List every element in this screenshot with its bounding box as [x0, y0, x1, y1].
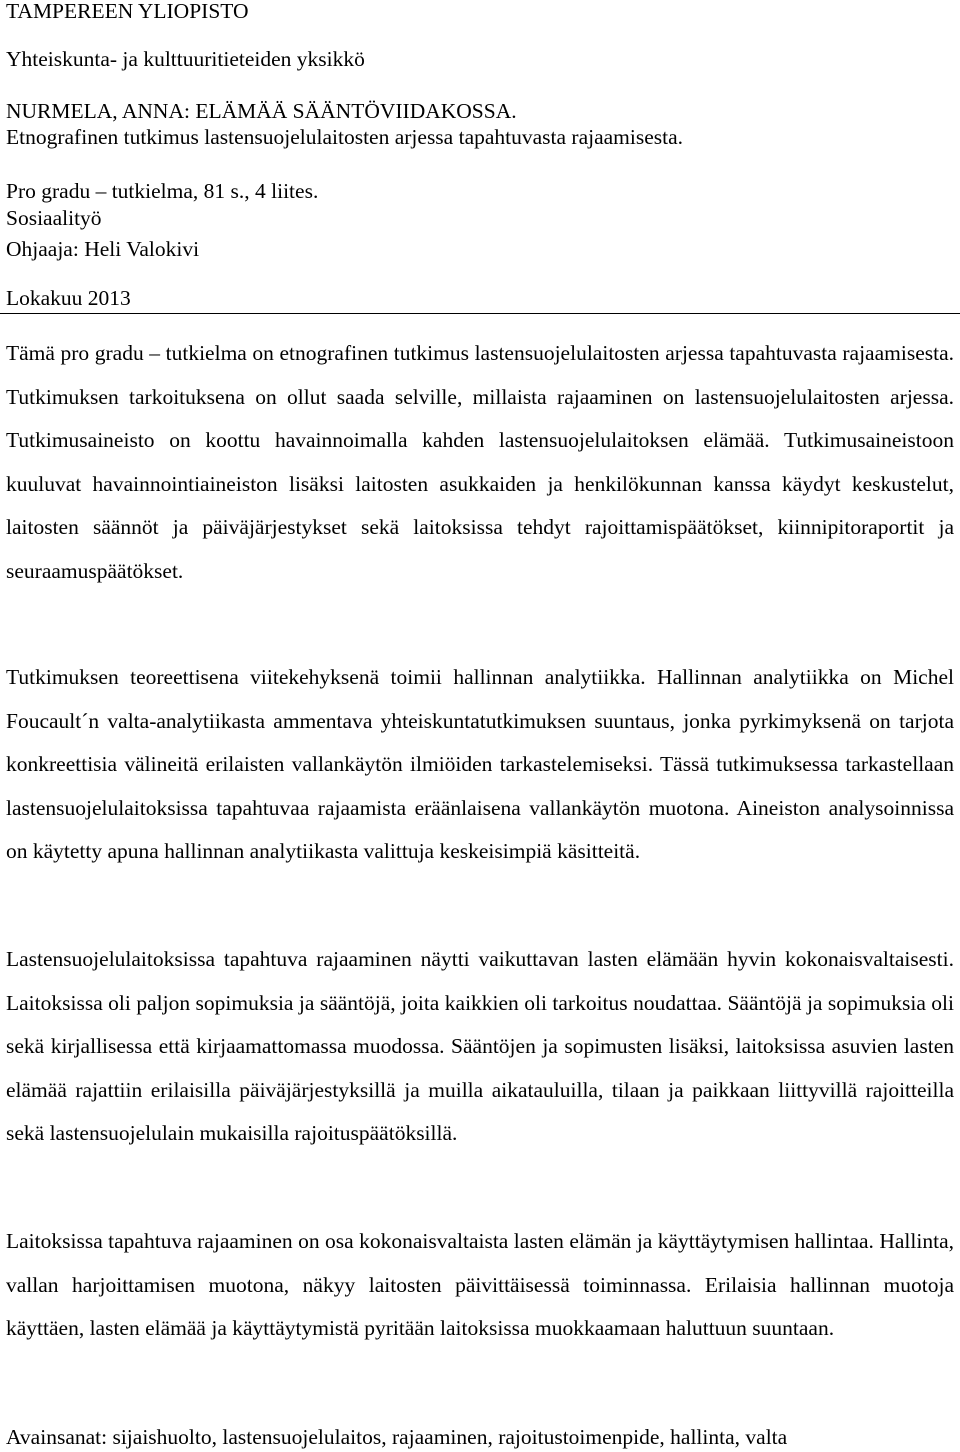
abstract-paragraph-1: Tämä pro gradu – tutkielma on etnografinen tutkimus lastensuojelulaitosten arjessa tapahtuvasta rajaamisesta. Tutkimuksen tarkoituksena on ollut saada selville, millaista rajaaminen on lastensuojelulaitosten arjessa. Tutkimusaineisto on koottu havainnoimalla kahden lastensuojelulaitoksen elämää. Tutkimusaineistoon kuuluvat havainnointiaineiston lisäksi laitosten asukkaiden ja henkilökunnan kanssa käydyt keskustelut, laitosten säännöt ja päiväjärjestykset sekä laitoksissa tehdyt rajoittamispäätökset, kiinnipitoraportit ja seuraamuspäätökset. — [6, 341, 954, 583]
university-name: TAMPEREEN YLIOPISTO — [6, 0, 249, 23]
abstract-paragraph-3: Lastensuojelulaitoksissa tapahtuva rajaaminen näytti vaikuttavan lasten elämään hyvin kokonaisvaltaisesti. Laitoksissa oli paljon sopimuksia ja sääntöjä, joita kaikkien oli tarkoitus noudattaa. Sääntöjä ja sopimuksia oli sekä kirjallisessa että kirjaamattomassa muodossa. Sääntöjen ja sopimusten lisäksi, laitoksissa asuvien lasten elämää rajattiin erilaisilla päiväjärjestyksillä ja muilla aikatauluilla, tilaan ja paikkaan liittyvillä rajoitteilla sekä lastensuojelulain mukaisilla rajoituspäätöksillä. — [6, 947, 954, 1145]
keywords: Avainsanat: sijaishuolto, lastensuojelulaitos, rajaaminen, rajoitustoimenpide, hallinta, valta — [6, 1425, 788, 1449]
abstract-paragraph-2: Tutkimuksen teoreettisena viitekehyksenä toimii hallinnan analytiikka. Hallinnan analytiikka on Michel Foucault´n valta-analytiikasta ammentava yhteiskuntatutkimuksen suuntaus, jonka pyrkimyksenä on tarjota konkreettisia välineitä erilaisten vallankäytön ilmiöiden tarkastelemiseksi. Tässä tutkimuksessa tarkastellaan lastensuojelulaitoksissa tapahtuvaa rajaamista eräänlaisena vallankäytön muotona. Aineiston analysoinnissa on käytetty apuna hallinnan analytiikasta valittuja keskeisimpiä käsitteitä. — [6, 665, 954, 863]
subject: Sosiaalityö — [6, 206, 102, 230]
thesis-info: Pro gradu – tutkielma, 81 s., 4 liites. — [6, 179, 319, 203]
thesis-title: NURMELA, ANNA: ELÄMÄÄ SÄÄNTÖVIIDAKOSSA. — [6, 99, 517, 123]
date: Lokakuu 2013 — [6, 286, 131, 310]
header-divider — [0, 313, 960, 314]
unit-name: Yhteiskunta- ja kulttuuritieteiden yksikkö — [6, 47, 365, 71]
supervisor: Ohjaaja: Heli Valokivi — [6, 237, 200, 261]
abstract-paragraph-4: Laitoksissa tapahtuva rajaaminen on osa kokonaisvaltaista lasten elämän ja käyttäytymisen hallintaa. Hallinta, vallan harjoittamisen muotona, näkyy laitosten päivittäisessä toiminnassa. Erilaisia hallinnan muotoja käyttäen, lasten elämää ja käyttäytymistä pyritään laitoksissa muokkaamaan haluttuun suuntaan. — [6, 1229, 954, 1340]
thesis-subtitle: Etnografinen tutkimus lastensuojelulaitosten arjessa tapahtuvasta rajaamisesta. — [6, 125, 684, 149]
